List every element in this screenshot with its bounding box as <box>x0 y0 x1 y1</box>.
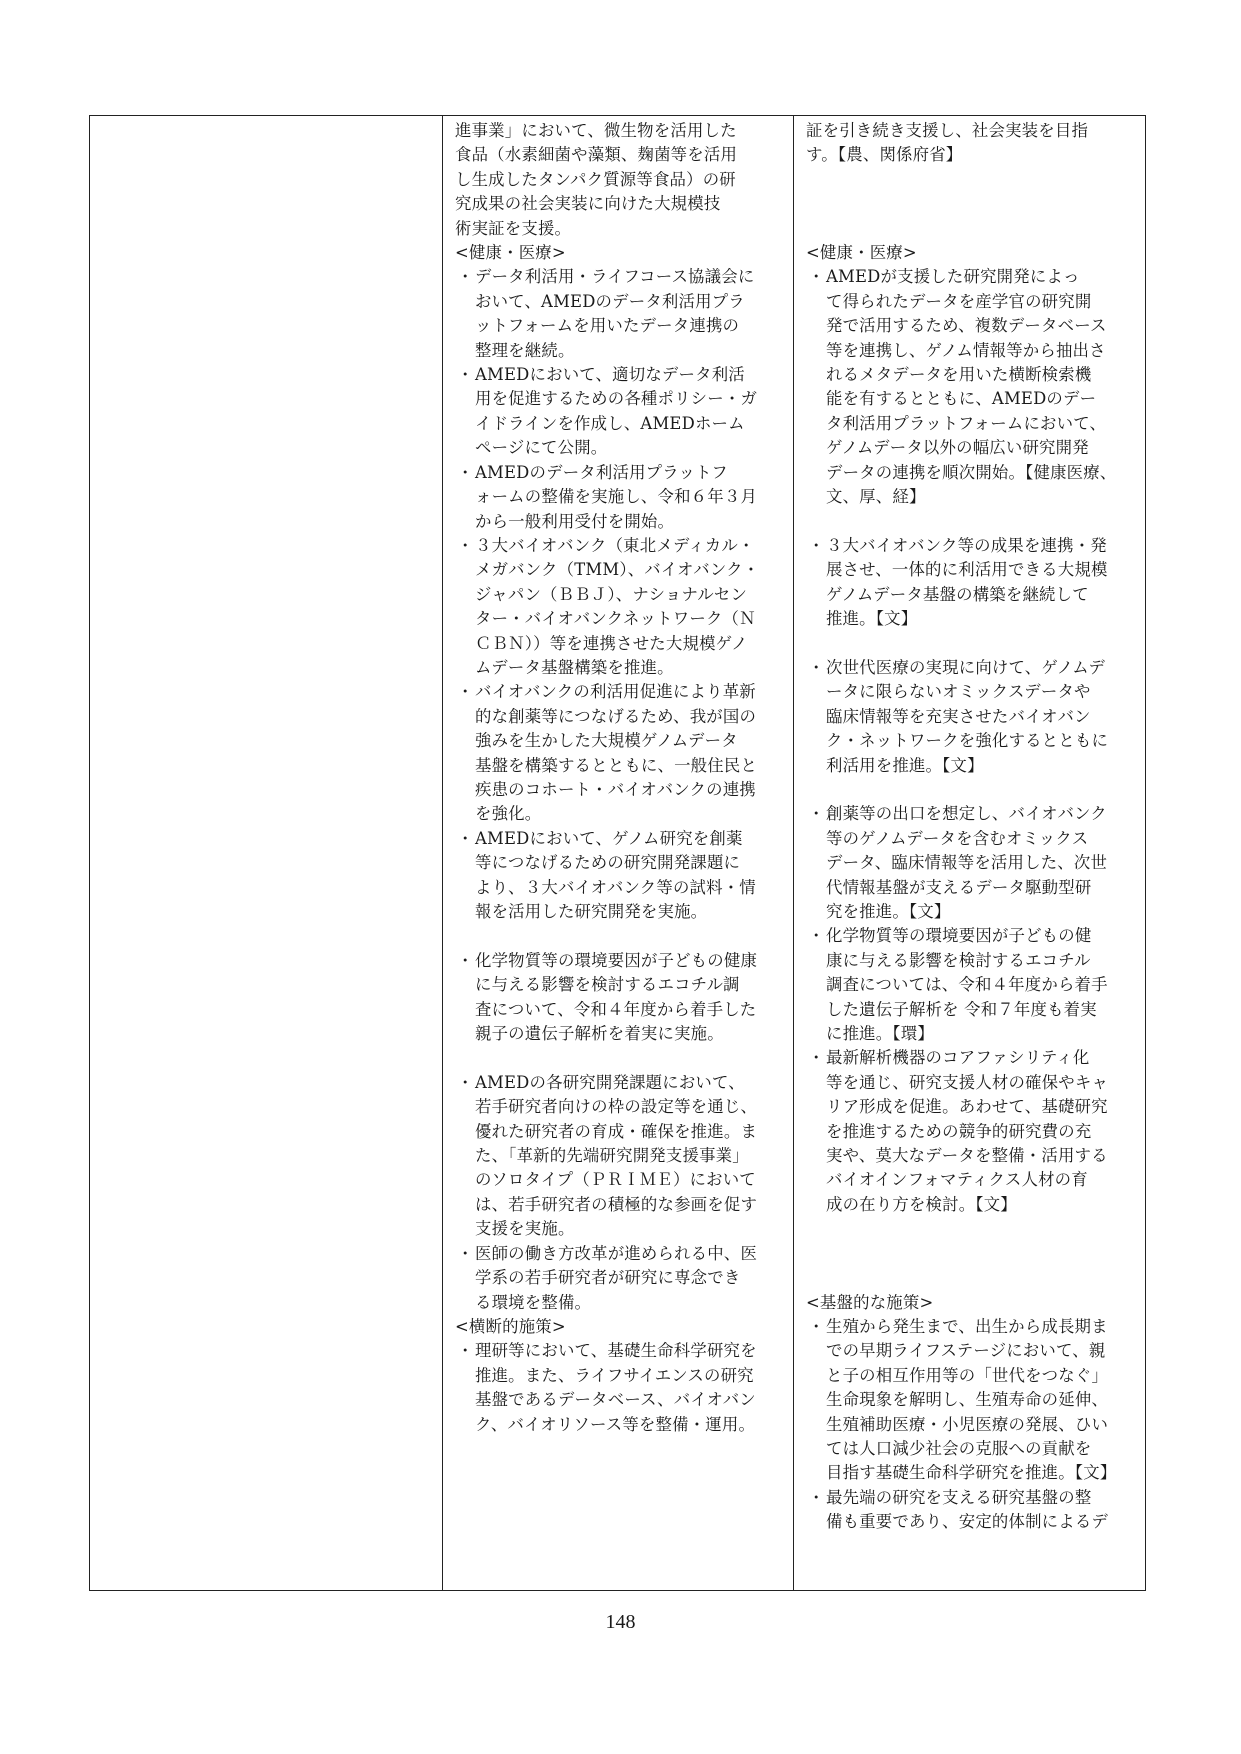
bullet-item <box>806 924 1133 1046</box>
spacer <box>806 510 1133 534</box>
bullet-mark: ・ <box>457 950 474 970</box>
bullet-item <box>806 1046 1133 1217</box>
text-line: 成の在り方を検討。【文】 <box>826 1194 1017 1214</box>
text-line: 究を推進。【文】 <box>826 902 951 921</box>
bullet-item <box>455 1242 781 1315</box>
text-line: 化学物質等の環境要因が子どもの健康 <box>475 950 758 970</box>
text-line: ゲノムデータ基盤の構築を継続して <box>826 584 1089 604</box>
text-line: おいて、AMEDのデータ利活用プラ <box>475 291 745 311</box>
text-line: 等につなげるための研究開発課題に <box>475 853 741 873</box>
bullet-mark: ・ <box>457 1243 474 1263</box>
text-line: データの連携を順次開始。【健康医療、 <box>826 462 1117 482</box>
text-line: から一般利用受付を開始。 <box>475 511 675 531</box>
text-line: ＣＢＮ））等を連携させた大規模ゲノ <box>475 633 748 653</box>
text-line: した遺伝子解析を 令和７年度も着実 <box>826 999 1097 1019</box>
text-line: ータに限らないオミックスデータや <box>826 682 1091 702</box>
bullet-mark: ・ <box>808 926 825 946</box>
text-line: 最先端の研究を支える研究基盤の整 <box>826 1487 1092 1507</box>
bullet-item <box>455 265 781 363</box>
text-line: 整理を継続。 <box>475 340 575 360</box>
text-line: 化学物質等の環境要因が子どもの健 <box>826 926 1092 946</box>
text-line: に与える影響を検討するエコチル調 <box>475 975 740 995</box>
text-line: 等を通じ、研究支援人材の確保やキャ <box>826 1072 1109 1092</box>
text-line: AMEDにおいて、適切なデータ利活 <box>475 365 745 385</box>
text-line: のソロタイプ（ＰＲＩＭＥ）において <box>475 1170 756 1190</box>
text-line: リア形成を促進。あわせて、基礎研究 <box>826 1097 1108 1117</box>
text-line: データ利活用・ライフコース協議会に <box>475 267 755 287</box>
text-line: 支援を実施。 <box>475 1219 575 1239</box>
spacer <box>806 778 1133 802</box>
text-line: 等のゲノムデータを含むオミックス <box>826 828 1089 848</box>
text-line: 備も重要であり、安定的体制によるデ <box>826 1512 1109 1532</box>
text-line: ク・ネットワークを強化するとともに <box>826 731 1109 751</box>
bullet-mark: ・ <box>457 828 474 848</box>
text-line: AMEDの各研究開発課題において、 <box>475 1072 745 1092</box>
text-line: ク、バイオリソース等を整備・運用。 <box>475 1414 756 1434</box>
bullet-mark: ・ <box>457 682 474 702</box>
spacer <box>806 1242 1133 1266</box>
section-heading: <基盤的な施策> <box>806 1292 934 1312</box>
bullet-mark: ・ <box>808 1316 825 1336</box>
text-line: 代情報基盤が支えるデータ駆動型研 <box>826 877 1092 897</box>
text-line: ムデータ基盤構築を推進。 <box>475 657 674 677</box>
text-line: 強みを生かした大規模ゲノムデータ <box>475 731 738 751</box>
text-line: ォームの整備を実施し、令和６年３月 <box>475 487 758 507</box>
text-line: れるメタデータを用いた横断検索機 <box>826 365 1092 385</box>
bullet-item <box>806 802 1133 924</box>
text-line: 用を促進するための各種ポリシー・ガ <box>475 389 758 409</box>
spacer <box>455 924 781 948</box>
text-line: 調査については、令和４年度から着手 <box>826 975 1108 995</box>
text-line: 的な創薬等につなげるため、我が国の <box>475 706 757 726</box>
text-line: ３大バイオバンク（東北メディカル・ <box>475 535 755 555</box>
text-line: 臨床情報等を充実させたバイオバン <box>826 706 1091 726</box>
text-line: 査について、令和４年度から着手した <box>475 999 757 1019</box>
text-line: と子の相互作用等の「世代をつなぐ」 <box>826 1365 1109 1385</box>
bullet-mark: ・ <box>457 462 474 482</box>
text-line: を推進するための競争的研究費の充 <box>826 1121 1092 1141</box>
text-line: て得られたデータを産学官の研究開 <box>826 291 1092 311</box>
page-number: 148 <box>605 1611 636 1633</box>
text-line: での早期ライフステージにおいて、親 <box>826 1341 1106 1361</box>
bullet-item <box>806 656 1133 778</box>
text-line: 医師の働き方改革が進められる中、医 <box>475 1243 758 1263</box>
bullet-item <box>455 1071 781 1242</box>
text-line: 学系の若手研究者が研究に専念でき <box>475 1268 741 1288</box>
text-line: 実や、莫大なデータを整備・活用する <box>826 1146 1108 1166</box>
table-row <box>90 116 1146 1591</box>
table-cell-left-empty <box>90 116 443 1591</box>
text-line: 生命現象を解明し、生殖寿命の延伸、 <box>826 1390 1109 1410</box>
bullet-item <box>455 680 781 826</box>
text-line: る環境を整備。 <box>475 1292 592 1312</box>
spacer <box>806 632 1133 656</box>
bullet-mark: ・ <box>457 267 474 287</box>
bullet-mark: ・ <box>457 535 474 555</box>
bullet-item <box>455 1339 781 1437</box>
text-line: バイオインフォマティクス人材の育 <box>826 1170 1088 1190</box>
table-cell-future-measures <box>794 116 1146 1591</box>
text-line: 進事業」において、微生物を活用した <box>455 121 737 140</box>
text-line: 若手研究者向けの枠の設定等を通じ、 <box>475 1097 758 1117</box>
text-line: 目指す基礎生命科学研究を推進。【文】 <box>826 1463 1117 1483</box>
text-line: 文、厚、経】 <box>826 487 926 507</box>
bullet-mark: ・ <box>808 267 825 287</box>
spacer <box>455 1046 781 1070</box>
text-line: た、「革新的先端研究開発支援事業」 <box>475 1146 749 1166</box>
text-line: す。【農、関係府省】 <box>806 145 963 165</box>
bullet-item <box>455 949 781 1047</box>
text-line: 究成果の社会実装に向けた大規模技 <box>455 194 721 214</box>
text-line: 優れた研究者の育成・確保を推進。ま <box>475 1121 758 1141</box>
text-line: 発で活用するため、複数データベース <box>826 316 1107 336</box>
future-measures-content <box>794 116 1145 1535</box>
bullet-mark: ・ <box>808 535 825 555</box>
text-line: AMEDのデータ利活用プラットフ <box>475 462 728 482</box>
bullet-item <box>806 265 1133 509</box>
bullet-item <box>455 534 781 680</box>
text-line: 利活用を推進。【文】 <box>826 755 984 775</box>
text-line: を強化。 <box>475 804 542 824</box>
bullet-item <box>455 461 781 534</box>
text-line: 康に与える影響を検討するエコチル <box>826 950 1091 970</box>
text-line: 等を連携し、ゲノム情報等から抽出さ <box>826 340 1106 360</box>
text-line: は、若手研究者の積極的な参画を促す <box>475 1194 758 1214</box>
text-line: し生成したタンパク質源等食品）の研 <box>455 169 736 189</box>
text-line: ター・バイオバンクネットワーク（Ｎ <box>475 609 756 629</box>
text-line: 疾患のコホート・バイオバンクの連携 <box>475 779 756 799</box>
spacer <box>806 1217 1133 1241</box>
text-line: 創薬等の出口を想定し、バイオバンク <box>826 804 1107 824</box>
section-heading: <健康・医療> <box>455 243 566 263</box>
text-line: 基盤を構築するとともに、一般住民と <box>475 755 758 775</box>
text-line: AMEDが支援した研究開発によっ <box>826 267 1080 287</box>
spacer <box>806 1266 1133 1290</box>
table-cell-current-measures <box>443 116 794 1591</box>
bullet-item <box>806 534 1133 632</box>
bullet-mark: ・ <box>457 1072 474 1092</box>
text-line: ジャパン（ＢＢＪ）、ナショナルセン <box>475 584 748 604</box>
text-line: 推進。【文】 <box>826 609 918 629</box>
text-line: イドラインを作成し、AMEDホーム <box>475 413 745 433</box>
bullet-mark: ・ <box>457 365 474 385</box>
spacer <box>806 192 1133 216</box>
text-line: 報を活用した研究開発を実施。 <box>475 902 708 921</box>
bullet-item <box>806 1486 1133 1535</box>
text-line: 生殖補助医療・小児医療の発展、ひい <box>826 1414 1109 1434</box>
policy-table <box>89 115 1146 1591</box>
text-line: 術実証を支援。 <box>455 218 572 238</box>
text-line: ゲノムデータ以外の幅広い研究開発 <box>826 438 1089 458</box>
text-line: AMEDにおいて、ゲノム研究を創薬 <box>475 828 743 848</box>
text-line: に推進。【環】 <box>826 1024 934 1044</box>
bullet-mark: ・ <box>808 804 825 824</box>
bullet-mark: ・ <box>808 1048 825 1068</box>
text-line: 証を引き続き支援し、社会実装を目指 <box>806 121 1089 140</box>
section-heading: <横断的施策> <box>455 1316 566 1336</box>
text-line: 理研等において、基礎生命科学研究を <box>475 1341 757 1361</box>
text-line: メガバンク（TMM）、バイオバンク・ <box>475 560 760 580</box>
text-line: バイオバンクの利活用促進により革新 <box>475 682 756 702</box>
text-line: 展させ、一体的に利活用できる大規模 <box>826 560 1108 580</box>
text-line: ページにて公開。 <box>475 438 608 458</box>
current-measures-content <box>443 116 793 1437</box>
bullet-mark: ・ <box>808 1487 825 1507</box>
spacer <box>806 217 1133 241</box>
text-line: より、３大バイオバンク等の試料・情 <box>475 877 756 897</box>
bullet-mark: ・ <box>808 657 825 677</box>
text-line: 能を有するとともに、AMEDのデー <box>826 389 1097 409</box>
text-line: 食品（水素細菌や藻類、麹菌等を活用 <box>455 145 738 165</box>
text-line: 推進。また、ライフサイエンスの研究 <box>475 1365 754 1385</box>
text-line: 生殖から発生まで、出生から成長期ま <box>826 1316 1108 1336</box>
text-line: 次世代医療の実現に向けて、ゲノムデ <box>826 657 1106 677</box>
bullet-mark: ・ <box>457 1341 474 1361</box>
bullet-item <box>806 1315 1133 1486</box>
text-line: ットフォームを用いたデータ連携の <box>475 316 740 336</box>
bullet-item <box>455 363 781 461</box>
bullet-item <box>455 827 781 925</box>
spacer <box>806 168 1133 192</box>
text-line: 最新解析機器のコアファシリティ化 <box>826 1048 1090 1068</box>
text-line: タ利活用プラットフォームにおいて、 <box>826 413 1107 433</box>
text-line: 基盤であるデータベース、バイオバン <box>475 1390 756 1410</box>
text-line: ３大バイオバンク等の成果を連携・発 <box>826 535 1107 555</box>
text-line: 親子の遺伝子解析を着実に実施。 <box>475 1024 724 1044</box>
text-line: データ、臨床情報等を活用した、次世 <box>826 853 1108 873</box>
text-line: ては人口減少社会の克服への貢献を <box>826 1438 1092 1458</box>
section-heading: <健康・医療> <box>806 243 917 263</box>
